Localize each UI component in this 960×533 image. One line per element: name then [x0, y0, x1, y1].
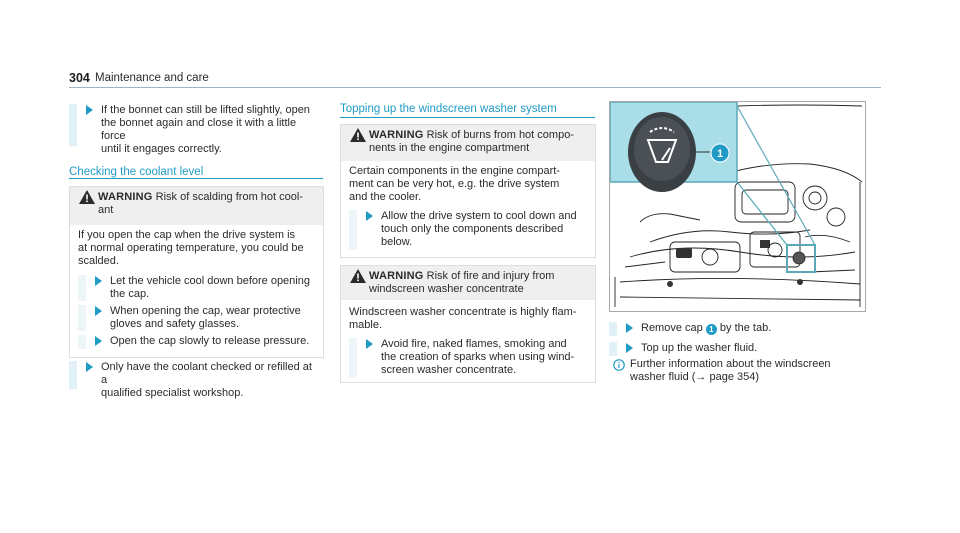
arrow-right-icon — [86, 105, 93, 115]
warning-body: If you open the cap when the drive system is at normal operating temperature, you could be scalded. — [78, 229, 304, 267]
engine-bay-illustration — [609, 101, 866, 312]
step-coolant — [69, 361, 319, 399]
step-remove-tail: by the tab. — [719, 322, 772, 334]
step-remove-cap — [609, 322, 864, 336]
warning-title — [98, 191, 303, 217]
warning-title — [369, 129, 574, 155]
step-bar — [349, 210, 357, 250]
warning-step-text: Let the vehicle cool down before opening the cap. — [110, 275, 310, 300]
warning-triangle-icon — [78, 189, 96, 205]
info-note: Further information about the windscreen washer fluid (→ page 354) — [630, 358, 831, 383]
engine-bay-drawing — [610, 102, 865, 311]
step-top-up-text: Top up the washer fluid. — [641, 342, 758, 354]
step-bonnet-text: If the bonnet can still be lifted slightly, open the bonnet again and close it with a little force until it engages correctly. — [101, 104, 310, 155]
warning-triangle-icon — [349, 127, 367, 143]
step-bar — [69, 361, 77, 389]
section-rule — [69, 178, 323, 179]
warning-title — [369, 270, 554, 296]
step-remove-label: Remove cap — [641, 322, 703, 334]
running-header: Maintenance and care — [95, 72, 209, 84]
arrow-right-icon — [366, 211, 373, 221]
step-bar — [349, 338, 357, 378]
warning-step-text: Avoid fire, naked flames, smoking and the creation of sparks when using wind- screen washer concentrate. — [381, 338, 575, 376]
warning-header — [341, 266, 595, 300]
warning-body: Windscreen washer concentrate is highly flam- mable. — [349, 306, 577, 331]
warning-label: WARNING — [98, 191, 153, 203]
arrow-right-icon — [366, 339, 373, 349]
page-number: 304 — [69, 71, 90, 85]
warning-step — [78, 305, 318, 331]
warning-body: Certain components in the engine compart- ment can be very hot, e.g. the drive system and the cooler. — [349, 165, 560, 203]
section-title-coolant: Checking the coolant level — [69, 166, 204, 178]
step-top-up — [609, 342, 864, 356]
arrow-right-icon — [626, 343, 633, 353]
step-bar — [78, 335, 86, 349]
step-bar — [78, 305, 86, 331]
warning-header — [341, 125, 595, 161]
warning-step-text: Allow the drive system to cool down and touch only the components described below. — [381, 210, 577, 248]
warning-box-coolant — [69, 186, 324, 358]
warning-triangle-icon — [349, 268, 367, 284]
step-bar — [78, 275, 86, 301]
step-bonnet — [69, 104, 319, 155]
arrow-right-icon — [626, 323, 633, 333]
arrow-right-icon — [95, 276, 102, 286]
callout-1-label: 1 — [716, 148, 724, 160]
callout-ref-1: 1 — [706, 324, 717, 335]
header-rule — [69, 87, 881, 88]
step-coolant-text: Only have the coolant checked or refilled at a qualified specialist workshop. — [101, 361, 312, 399]
warning-label: WARNING — [369, 270, 424, 282]
arrow-right-icon — [95, 336, 102, 346]
warning-header — [70, 187, 323, 225]
warning-title-text: Risk of fire and injury from windscreen washer concentrate — [369, 270, 555, 295]
warning-title-text: Risk of scalding from hot cool- ant — [98, 191, 303, 216]
warning-box-fire — [340, 265, 596, 383]
step-bar — [609, 342, 617, 356]
step-bar — [609, 322, 617, 336]
step-bar — [69, 104, 77, 146]
warning-step-text: When opening the cap, wear protective gloves and safety glasses. — [110, 305, 301, 330]
warning-step — [349, 338, 591, 378]
arrow-right-icon — [95, 306, 102, 316]
warning-step — [78, 275, 318, 301]
warning-title-text: Risk of burns from hot compo- nents in the engine compartment — [369, 129, 574, 154]
info-icon — [613, 359, 625, 371]
warning-box-burns — [340, 124, 596, 258]
warning-label: WARNING — [369, 129, 424, 141]
step-remove-text — [641, 322, 771, 335]
arrow-right-icon — [86, 362, 93, 372]
section-rule — [340, 117, 595, 118]
warning-step — [349, 210, 591, 250]
warning-step — [78, 335, 318, 349]
section-title-washer: Topping up the windscreen washer system — [340, 103, 557, 115]
warning-step-text: Open the cap slowly to release pressure. — [110, 335, 310, 347]
